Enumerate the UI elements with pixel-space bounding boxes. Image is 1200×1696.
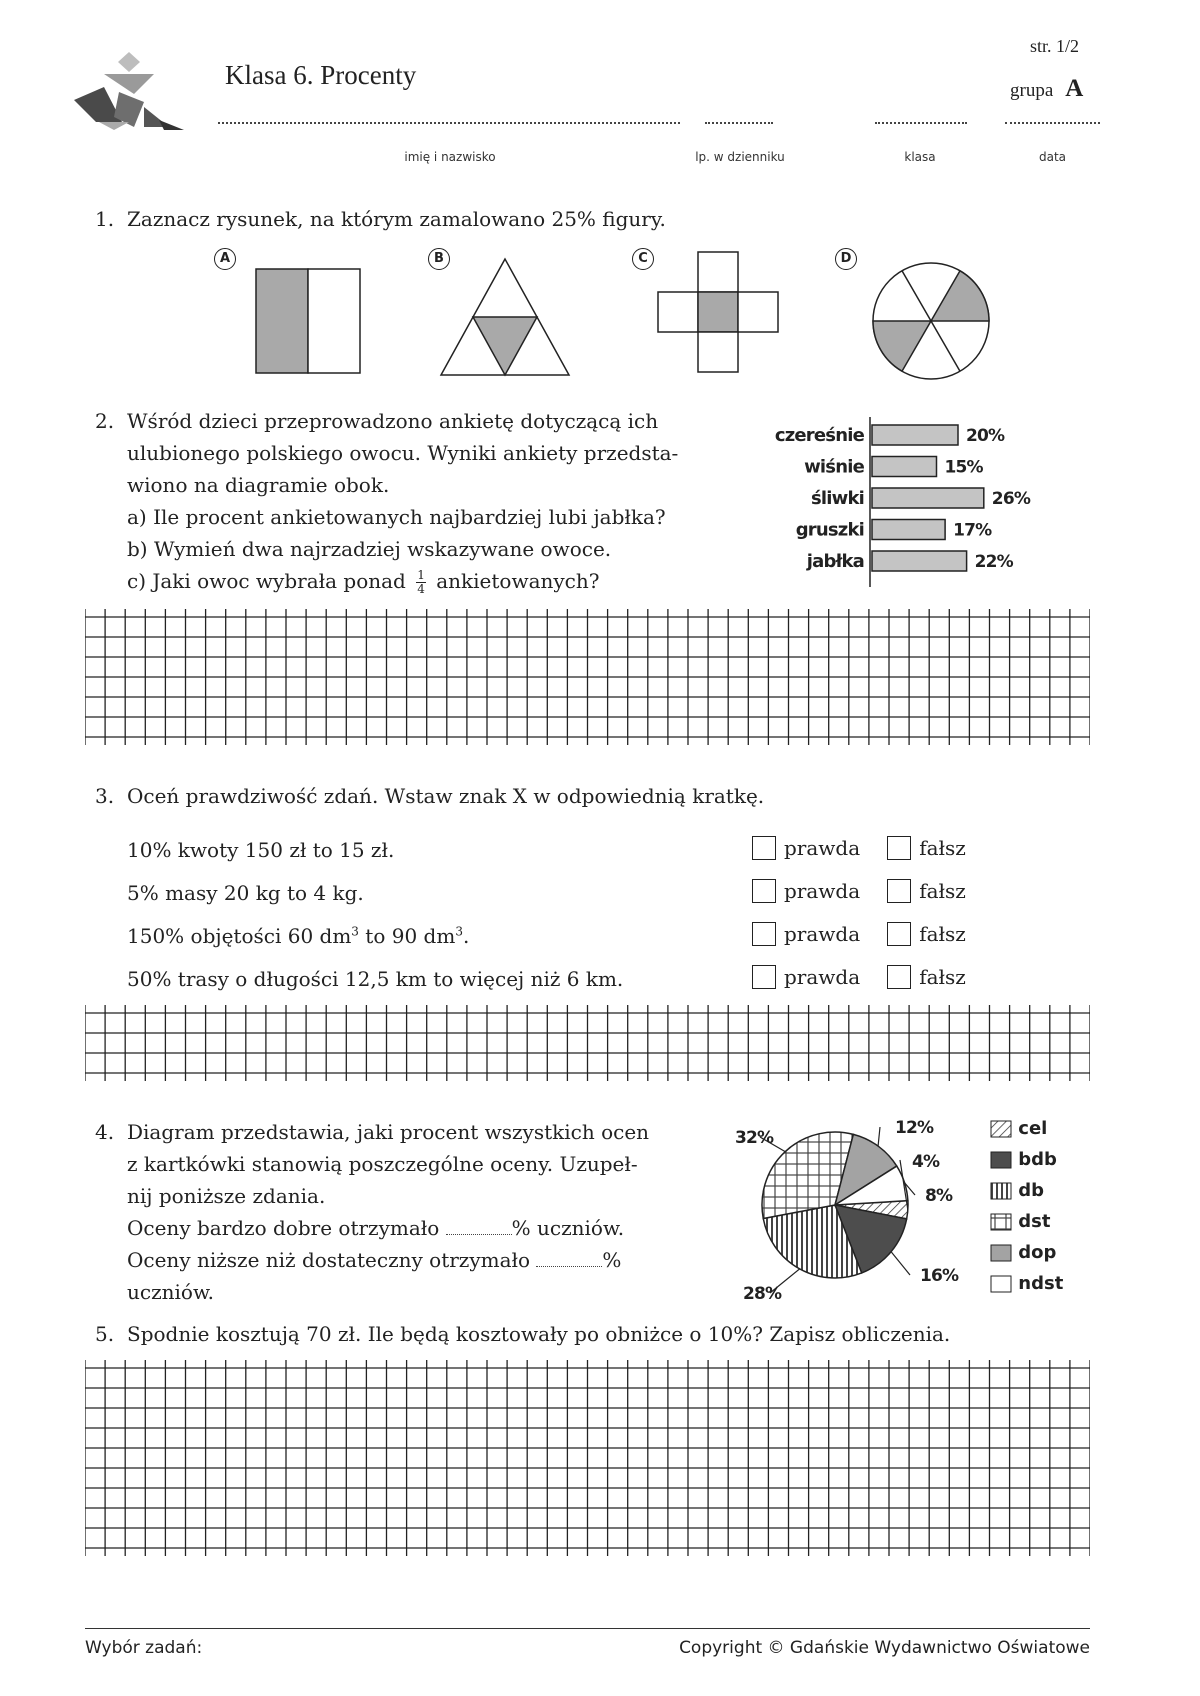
very-good-percent-blank[interactable]: [446, 1218, 512, 1235]
pie-value-label: 8%: [925, 1186, 953, 1206]
question-number: 5.: [95, 1322, 115, 1346]
answer-grid-q5[interactable]: [85, 1358, 1090, 1566]
option-c-marker[interactable]: C: [632, 248, 654, 270]
false-label: fałsz: [919, 836, 966, 860]
class-label: klasa: [904, 150, 936, 164]
question-text-line-1: Wśród dzieci przeprowadzono ankietę dotyczącą ich: [127, 409, 659, 433]
question-text: Spodnie kosztują 70 zł. Ile będą kosztowały po obniżce o 10%? Zapisz obliczenia.: [127, 1322, 951, 1346]
register-number-field[interactable]: [705, 122, 773, 124]
question-3: [95, 780, 764, 812]
legend-dop: [990, 1242, 1063, 1273]
figure-d-circle[interactable]: [868, 258, 994, 384]
bar: [872, 551, 967, 571]
register-number-label: lp. w dzienniku: [695, 150, 785, 164]
false-label: fałsz: [919, 965, 966, 989]
group-value: A: [1065, 75, 1084, 102]
question-text-line-1: Diagram przedstawia, jaki procent wszystkich ocen: [127, 1120, 650, 1144]
figure-c-cross[interactable]: [655, 250, 785, 380]
figure-b-triangle[interactable]: [437, 255, 577, 380]
subquestion-b: b) Wymień dwa najrzadziej wskazywane owoce.: [127, 537, 612, 561]
question-text-line-3: nij poniższe zdania.: [127, 1184, 326, 1208]
pie-value-label: 12%: [895, 1118, 934, 1138]
false-label: fałsz: [919, 879, 966, 903]
name-field[interactable]: [218, 122, 680, 124]
legend-swatch-dop: [990, 1244, 1012, 1262]
option-d-marker[interactable]: D: [835, 248, 857, 270]
question-number: 3.: [95, 784, 115, 808]
fill-sentence-2-end: uczniów.: [127, 1280, 215, 1304]
question-text-line-3: wiono na diagramie obok.: [127, 473, 390, 497]
bar: [872, 425, 958, 445]
true-checkbox[interactable]: [752, 836, 776, 860]
subquestion-c: [95, 565, 745, 597]
group-label: grupa: [1010, 80, 1054, 101]
pie-value-label: 4%: [912, 1152, 940, 1172]
page-number: str. 1/2: [1030, 36, 1080, 56]
true-label: prawda: [784, 922, 861, 946]
fruit-bar-chart: [770, 415, 1100, 590]
footer-rule: [85, 1628, 1090, 1629]
superscript: 3: [351, 924, 359, 939]
bar: [872, 520, 945, 540]
pie-leader-line: [878, 1127, 880, 1146]
name-field-label: imię i nazwisko: [404, 150, 496, 164]
footer-copyright: Copyright © Gdańskie Wydawnictwo Oświatowe: [679, 1638, 1090, 1658]
legend-swatch-bdb: [990, 1151, 1012, 1169]
legend-swatch-ndst: [990, 1275, 1012, 1293]
legend-cel: [990, 1118, 1063, 1149]
superscript: 3: [455, 924, 463, 939]
true-checkbox[interactable]: [752, 879, 776, 903]
bar: [872, 457, 937, 477]
question-text-line-2: ulubionego polskiego owocu. Wyniki ankiety przedsta-: [127, 441, 679, 465]
subquestion-c-text: c) Jaki owoc wybrała ponad: [127, 569, 406, 593]
legend-dst: [990, 1211, 1063, 1242]
true-label: prawda: [784, 965, 861, 989]
subquestion-a: a) Ile procent ankietowanych najbardziej lubi jabłka?: [127, 505, 666, 529]
fill-sentence-2: [95, 1244, 685, 1276]
question-2: [95, 405, 745, 597]
bar-category-label: śliwki: [810, 488, 864, 509]
fraction-numerator: 1: [417, 568, 425, 582]
statement-1: 10% kwoty 150 zł to 15 zł.: [127, 838, 395, 862]
class-field[interactable]: [875, 122, 967, 124]
statement-3-part-2: to 90 dm: [358, 924, 456, 948]
legend-label: cel: [1018, 1118, 1048, 1139]
grades-pie-chart: [715, 1115, 1015, 1305]
pie-leader-line: [891, 1252, 910, 1275]
legend-swatch-cel: [990, 1120, 1012, 1138]
below-satisfactory-percent-blank[interactable]: [536, 1250, 602, 1267]
fraction-one-quarter: [416, 569, 426, 596]
legend-swatch-dst: [990, 1213, 1012, 1231]
question-number: 2.: [95, 409, 115, 433]
false-checkbox[interactable]: [887, 922, 911, 946]
question-text: Zaznacz rysunek, na którym zamalowano 25% figury.: [127, 207, 666, 231]
true-label: prawda: [784, 836, 861, 860]
legend-label: dop: [1018, 1242, 1057, 1263]
legend-label: db: [1018, 1180, 1045, 1201]
bar-category-label: gruszki: [795, 519, 864, 541]
legend-bdb: [990, 1149, 1063, 1180]
option-a-marker[interactable]: A: [214, 248, 236, 270]
statement-3-end: .: [462, 924, 470, 948]
false-label: fałsz: [919, 922, 966, 946]
answer-grid-q2[interactable]: [85, 607, 1090, 755]
worksheet-title: Klasa 6. Procenty: [225, 60, 417, 90]
true-checkbox[interactable]: [752, 965, 776, 989]
false-checkbox[interactable]: [887, 836, 911, 860]
figure-a-rectangle[interactable]: [250, 265, 366, 375]
legend-label: bdb: [1018, 1149, 1057, 1170]
statement-3-part-1: 150% objętości 60 dm: [127, 924, 352, 948]
true-checkbox[interactable]: [752, 922, 776, 946]
legend-ndst: [990, 1273, 1063, 1304]
pie-legend: [990, 1118, 1063, 1304]
bar-value-label: 17%: [953, 520, 992, 541]
answer-row-4: [752, 965, 966, 989]
statement-3: [127, 924, 469, 948]
legend-label: ndst: [1018, 1273, 1064, 1294]
fill-sentence-2-text: Oceny niższe niż dostateczny otrzymało: [127, 1248, 531, 1272]
question-1: [95, 203, 666, 235]
bar-chart-canvas: [770, 415, 1100, 590]
bar-category-label: jabłka: [806, 551, 864, 572]
pie-value-label: 16%: [920, 1266, 959, 1286]
false-checkbox[interactable]: [887, 965, 911, 989]
legend-db: [990, 1180, 1063, 1211]
question-number: 1.: [95, 207, 115, 231]
bar-value-label: 22%: [974, 552, 1013, 572]
pie-value-label: 28%: [743, 1284, 782, 1304]
question-4: [95, 1116, 685, 1308]
answer-row-3: [752, 922, 966, 946]
question-text: Oceń prawdziwość zdań. Wstaw znak X w odpowiednią kratkę.: [127, 784, 765, 808]
bar-category-label: czereśnie: [774, 425, 864, 446]
bar-value-label: 26%: [991, 489, 1031, 509]
fill-sentence-1-end: % uczniów.: [511, 1216, 625, 1240]
bar-category-label: wiśnie: [804, 456, 864, 478]
fill-sentence-2-percent: %: [602, 1248, 622, 1272]
bar-value-label: 15%: [944, 457, 983, 478]
legend-label: dst: [1018, 1211, 1051, 1232]
fraction-denominator: 4: [417, 582, 425, 596]
legend-swatch-db: [990, 1182, 1012, 1200]
option-b-marker[interactable]: B: [428, 248, 450, 270]
publisher-logo: [74, 52, 184, 152]
answer-grid-q3[interactable]: [85, 1003, 1090, 1095]
statement-2: 5% masy 20 kg to 4 kg.: [127, 881, 364, 905]
fill-sentence-1-text: Oceny bardzo dobre otrzymało: [127, 1216, 440, 1240]
statement-4: 50% trasy o długości 12,5 km to więcej niż 6 km.: [127, 967, 624, 991]
true-label: prawda: [784, 879, 861, 903]
pie-value-label: 32%: [735, 1128, 774, 1148]
answer-row-1: [752, 836, 966, 860]
group-indicator: [1010, 75, 1083, 103]
false-checkbox[interactable]: [887, 879, 911, 903]
question-text-line-2: z kartkówki stanowią poszczególne oceny. Uzupeł-: [127, 1152, 638, 1176]
footer-left: Wybór zadań:: [85, 1638, 203, 1658]
date-field[interactable]: [1005, 122, 1100, 124]
answer-row-2: [752, 879, 966, 903]
date-label: data: [1038, 150, 1067, 164]
question-number: 4.: [95, 1120, 115, 1144]
subquestion-c-text-end: ankietowanych?: [436, 569, 600, 593]
question-5: [95, 1318, 950, 1350]
bar-value-label: 20%: [966, 426, 1005, 446]
fill-sentence-1: [95, 1212, 685, 1244]
bar: [872, 488, 984, 508]
